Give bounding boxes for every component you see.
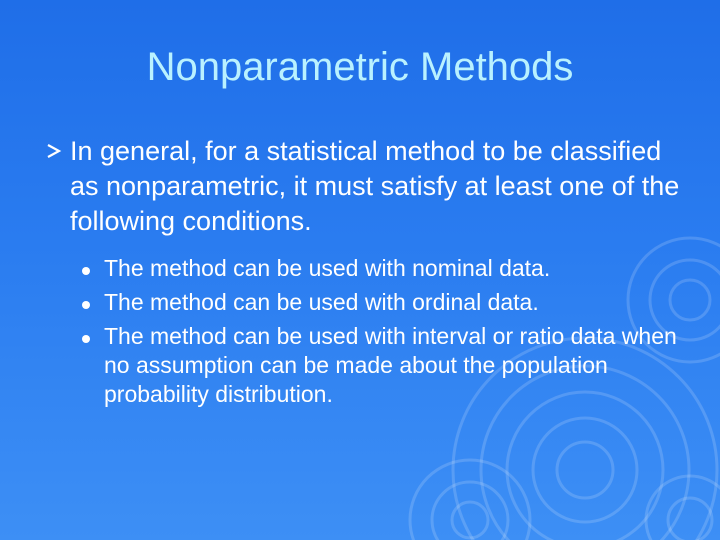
main-bullet-text: In general, for a statistical method to be classified as nonparametric, it must satisfy at least one of the following conditions. bbox=[70, 136, 680, 236]
sub-bullet-item bbox=[76, 254, 686, 283]
dot-bullet-icon bbox=[82, 267, 90, 275]
slide-title: Nonparametric Methods bbox=[146, 45, 574, 89]
main-bullet bbox=[46, 134, 686, 239]
arrow-bullet-icon bbox=[46, 143, 62, 159]
sub-bullet-item bbox=[76, 288, 686, 317]
sub-bullet-list bbox=[76, 254, 686, 414]
dot-bullet-icon bbox=[82, 301, 90, 309]
sub-bullet-text: The method can be used with interval or ratio data when no assumption can be made about the population probability distribution. bbox=[104, 323, 677, 407]
sub-bullet-item bbox=[76, 322, 686, 409]
sub-bullet-text: The method can be used with nominal data. bbox=[104, 255, 551, 281]
sub-bullet-text: The method can be used with ordinal data. bbox=[104, 289, 539, 315]
dot-bullet-icon bbox=[82, 335, 90, 343]
